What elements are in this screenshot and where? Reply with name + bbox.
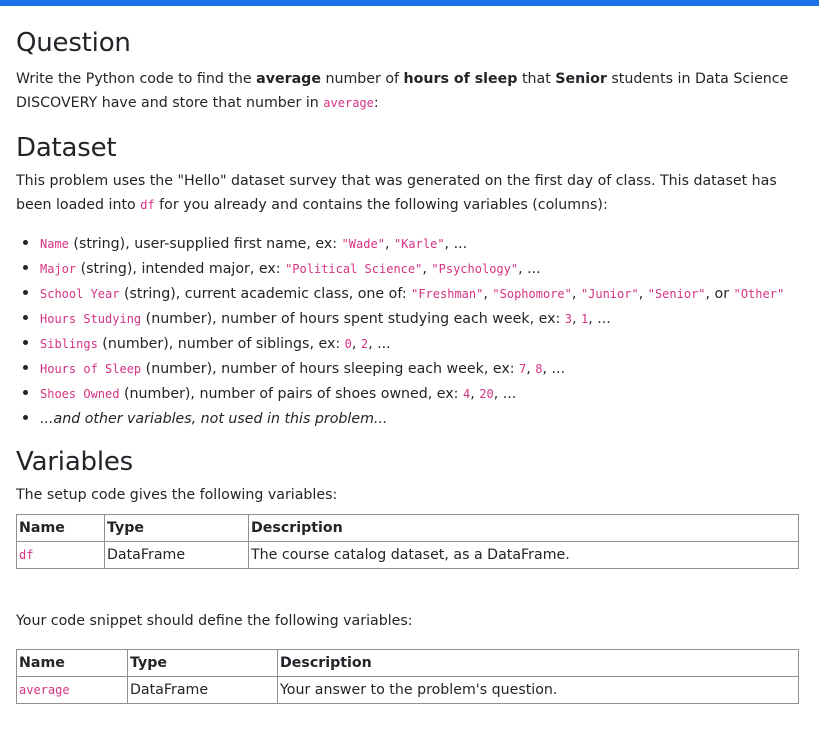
example-value-code: "Karle" xyxy=(393,237,445,251)
dataset-text-part: This problem uses the "Hello" dataset survey that was generated on the first day of class. This dataset has been loaded into xyxy=(16,173,777,213)
define-text: Your code snippet should define the following variables: xyxy=(16,613,413,629)
example-value-code: 0 xyxy=(344,337,352,351)
variable-tail: , ... xyxy=(518,261,541,277)
variable-name-cell xyxy=(17,542,105,569)
setup-text: The setup code gives the following variables: xyxy=(16,487,338,503)
variable-name-code: df xyxy=(19,548,34,562)
example-value-code: "Freshman" xyxy=(411,287,484,301)
variables-heading: Variables xyxy=(16,447,134,477)
list-item: • School Year (string), current academic class, one of: "Freshman", "Sophomore", "Junior", "Senior", or "Other" xyxy=(40,281,799,306)
variable-type-cell: DataFrame xyxy=(128,677,278,704)
example-value-code: 2 xyxy=(360,337,369,351)
question-text-part: Write the Python code to find the xyxy=(16,71,257,87)
variable-type-cell: DataFrame xyxy=(105,542,249,569)
question-text-part: : xyxy=(373,95,379,111)
variable-code: Shoes Owned xyxy=(40,387,120,401)
variable-description: (number), number of hours spent studying each week, ex: xyxy=(141,311,565,327)
variable-code: Siblings xyxy=(40,337,98,351)
example-value-code: 20 xyxy=(479,387,494,401)
column-header-name: Name xyxy=(17,515,105,542)
question-heading: Question xyxy=(16,28,131,58)
list-item: • Name (string), user-supplied first name, ex: "Wade", "Karle", ... xyxy=(40,231,799,256)
question-bold-average: average xyxy=(256,71,321,87)
example-value-code: "Political Science" xyxy=(285,262,423,276)
variable-code: Major xyxy=(40,262,77,276)
example-value-code: "Junior" xyxy=(580,287,639,301)
variable-description: (number), number of hours sleeping each week, ex: xyxy=(141,361,520,377)
column-header-description: Description xyxy=(249,515,799,542)
list-item-other-variables xyxy=(40,406,799,431)
example-value-code: "Other" xyxy=(733,287,785,301)
column-header-type: Type xyxy=(128,650,278,677)
variable-description: (string), intended major, ex: xyxy=(76,261,286,277)
column-header-name: Name xyxy=(17,650,128,677)
variable-tail: , or xyxy=(705,286,730,302)
question-text-part: number of xyxy=(320,71,404,87)
dataset-code-df: df xyxy=(140,198,155,212)
variable-code: Hours of Sleep xyxy=(40,362,142,376)
variable-description: (number), number of siblings, ex: xyxy=(97,336,345,352)
question-bold-senior: Senior xyxy=(555,71,607,87)
define-variables-table xyxy=(16,649,799,704)
question-bold-hours-of-sleep: hours of sleep xyxy=(403,71,518,87)
list-item: • Hours Studying (number), number of hours spent studying each week, ex: 3, 1, ... xyxy=(40,306,799,331)
variable-description-cell: The course catalog dataset, as a DataFrame. xyxy=(249,542,799,569)
variable-code: School Year xyxy=(40,287,120,301)
variable-tail: , ... xyxy=(493,386,517,402)
variable-code: Hours Studying xyxy=(40,312,142,326)
dataset-heading: Dataset xyxy=(16,133,117,163)
example-value-code: 8 xyxy=(535,362,543,376)
variable-tail: , ... xyxy=(542,361,566,377)
variable-tail: , ... xyxy=(368,336,391,352)
problem-content xyxy=(16,24,799,704)
question-text xyxy=(16,67,799,115)
variable-description-cell: Your answer to the problem's question. xyxy=(278,677,799,704)
example-value-code: "Senior" xyxy=(647,287,706,301)
example-value-code: 7 xyxy=(519,362,527,376)
variable-description: (string), user-supplied first name, ex: xyxy=(68,236,342,252)
variable-name-code: average xyxy=(19,683,70,697)
variable-tail: , ... xyxy=(588,311,611,327)
list-item: • Major (string), intended major, ex: "Political Science", "Psychology", ... xyxy=(40,256,799,281)
column-header-type: Type xyxy=(105,515,249,542)
list-item: • Shoes Owned (number), number of pairs of shoes owned, ex: 4, 20, ... xyxy=(40,381,799,406)
column-header-description: Description xyxy=(278,650,799,677)
variable-description: (number), number of pairs of shoes owned, ex: xyxy=(119,386,463,402)
table-row xyxy=(17,542,799,569)
list-item: • Siblings (number), number of siblings, ex: 0, 2, ... xyxy=(40,331,799,356)
list-item: • Hours of Sleep (number), number of hours sleeping each week, ex: 7, 8, ... xyxy=(40,356,799,381)
example-value-code: "Psychology" xyxy=(431,262,519,276)
table-header-row xyxy=(17,650,799,677)
variable-tail: , ... xyxy=(444,236,468,252)
variable-name-cell xyxy=(17,677,128,704)
example-value-code: 3 xyxy=(564,312,572,326)
dataset-variable-list xyxy=(16,231,799,431)
example-value-code: "Wade" xyxy=(341,237,385,251)
other-variables-note: ...and other variables, not used in this problem... xyxy=(40,411,388,427)
question-text-part: that xyxy=(517,71,556,87)
dataset-text-part: for you already and contains the following variables (columns): xyxy=(154,197,608,213)
dataset-text xyxy=(16,169,799,217)
question-text-part: students in Data Science DISCOVERY have and store that number in xyxy=(16,71,789,111)
variable-code: Name xyxy=(40,237,69,251)
table-header-row xyxy=(17,515,799,542)
variable-description: (string), current academic class, one of: xyxy=(119,286,412,302)
table-row xyxy=(17,677,799,704)
example-value-code: 4 xyxy=(462,387,471,401)
top-accent-bar xyxy=(0,0,819,6)
example-value-code: 1 xyxy=(581,312,589,326)
question-code-average: average xyxy=(323,96,374,110)
example-value-code: "Sophomore" xyxy=(492,287,572,301)
setup-variables-table xyxy=(16,514,799,569)
